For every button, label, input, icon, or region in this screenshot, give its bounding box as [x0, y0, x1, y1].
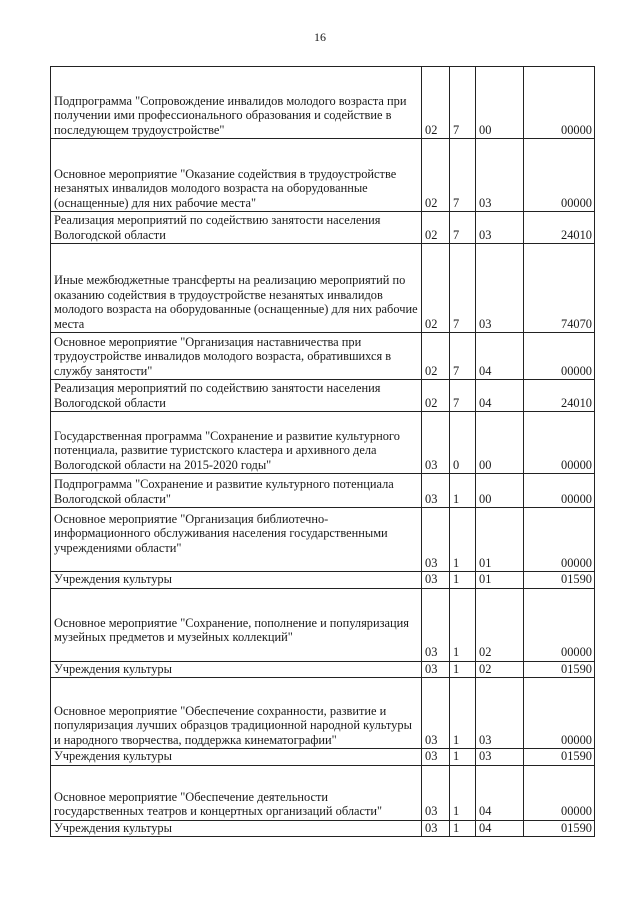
row-name-text: Основное мероприятие "Сохранение, пополнение и популяризация музейных предметов и музейных коллекций": [54, 615, 409, 644]
code-section: 03: [422, 765, 450, 820]
code-subprogram: 1: [450, 678, 476, 749]
code-subprogram: 1: [450, 572, 476, 589]
code-activity: 01: [476, 572, 524, 589]
table-row: [51, 474, 595, 508]
code-activity: 04: [476, 765, 524, 820]
table-row: [51, 508, 595, 572]
table-row: [51, 820, 595, 837]
row-name: Иные межбюджетные трансферты на реализацию мероприятий по оказанию содействия в трудоустройстве незанятых инвалидов молодого возраста на оборудованные (оснащенные) для них рабочие места: [51, 244, 422, 333]
table-row: [51, 212, 595, 244]
row-name: Основное мероприятие "Обеспечение деятельности государственных театров и концертных организаций области": [51, 765, 422, 820]
row-name: Основное мероприятие "Оказание содействия в трудоустройстве незанятых инвалидов молодого возраста на оборудованные (оснащенные) для них рабочие места": [51, 139, 422, 212]
code-direction: 00000: [524, 333, 595, 380]
code-direction: 01590: [524, 820, 595, 837]
code-direction: 24010: [524, 212, 595, 244]
row-name: Государственная программа "Сохранение и развитие культурного потенциала, развитие туристского кластера и архивного дела Вологодской области на 2015-2020 годы": [51, 412, 422, 474]
row-name: Подпрограмма "Сопровождение инвалидов молодого возраста при получении ими профессионального образования и содействие в последующем трудоустройстве": [51, 67, 422, 139]
code-direction: 74070: [524, 244, 595, 333]
code-direction: 00000: [524, 588, 595, 661]
page-number: 16: [314, 30, 326, 44]
table-row: [51, 661, 595, 678]
code-section: 03: [422, 474, 450, 508]
code-subprogram: 0: [450, 412, 476, 474]
code-subprogram: 7: [450, 67, 476, 139]
code-section: 03: [422, 508, 450, 572]
table-row: [51, 244, 595, 333]
code-direction: 00000: [524, 67, 595, 139]
code-activity: 00: [476, 474, 524, 508]
table-row: [51, 412, 595, 474]
code-subprogram: 1: [450, 749, 476, 766]
code-activity: 03: [476, 139, 524, 212]
table-row: [51, 765, 595, 820]
code-section: 02: [422, 380, 450, 412]
code-direction: 01590: [524, 749, 595, 766]
table-row: [51, 572, 595, 589]
table-row: [51, 67, 595, 139]
code-activity: 02: [476, 588, 524, 661]
budget-classification-table: [50, 66, 595, 837]
code-activity: 04: [476, 820, 524, 837]
code-section: 03: [422, 661, 450, 678]
row-name: Учреждения культуры: [51, 572, 422, 589]
code-subprogram: 7: [450, 244, 476, 333]
code-subprogram: 1: [450, 474, 476, 508]
code-activity: 04: [476, 333, 524, 380]
code-activity: 00: [476, 412, 524, 474]
code-section: 03: [422, 572, 450, 589]
code-direction: 00000: [524, 765, 595, 820]
code-direction: 00000: [524, 508, 595, 572]
code-subprogram: 1: [450, 508, 476, 572]
code-direction: 24010: [524, 380, 595, 412]
table-row: [51, 139, 595, 212]
code-direction: 00000: [524, 139, 595, 212]
code-subprogram: 1: [450, 765, 476, 820]
code-activity: 04: [476, 380, 524, 412]
code-subprogram: 1: [450, 588, 476, 661]
table-row: [51, 749, 595, 766]
code-subprogram: 7: [450, 333, 476, 380]
code-section: 02: [422, 244, 450, 333]
code-activity: 00: [476, 67, 524, 139]
code-activity: 03: [476, 212, 524, 244]
code-subprogram: 7: [450, 139, 476, 212]
row-name: Учреждения культуры: [51, 820, 422, 837]
code-subprogram: 1: [450, 661, 476, 678]
table-row: [51, 678, 595, 749]
code-activity: 03: [476, 244, 524, 333]
row-name: Основное мероприятие "Обеспечение сохранности, развитие и популяризация лучших образцов традиционной народной культуры и народного творчества, поддержка кинематографии": [51, 678, 422, 749]
code-activity: 02: [476, 661, 524, 678]
row-name: [51, 508, 422, 572]
code-subprogram: 7: [450, 212, 476, 244]
code-activity: 01: [476, 508, 524, 572]
row-name: Реализация мероприятий по содействию занятости населения Вологодской области: [51, 380, 422, 412]
table-row: [51, 380, 595, 412]
code-section: 03: [422, 749, 450, 766]
code-section: 02: [422, 333, 450, 380]
code-section: 02: [422, 212, 450, 244]
code-section: 03: [422, 678, 450, 749]
code-subprogram: 7: [450, 380, 476, 412]
code-section: 03: [422, 820, 450, 837]
code-activity: 03: [476, 678, 524, 749]
code-direction: 00000: [524, 678, 595, 749]
code-direction: 01590: [524, 572, 595, 589]
row-name: Учреждения культуры: [51, 661, 422, 678]
row-name: Подпрограмма "Сохранение и развитие культурного потенциала Вологодской области": [51, 474, 422, 508]
code-activity: 03: [476, 749, 524, 766]
code-direction: 00000: [524, 412, 595, 474]
row-name: Учреждения культуры: [51, 749, 422, 766]
code-section: 02: [422, 139, 450, 212]
code-section: 03: [422, 588, 450, 661]
code-section: 03: [422, 412, 450, 474]
code-direction: 00000: [524, 474, 595, 508]
code-subprogram: 1: [450, 820, 476, 837]
code-section: 02: [422, 67, 450, 139]
table-row: [51, 333, 595, 380]
code-direction: 01590: [524, 661, 595, 678]
row-name: [51, 588, 422, 661]
row-name: Основное мероприятие "Организация наставничества при трудоустройстве инвалидов молодого возраста, обратившихся в службу занятости": [51, 333, 422, 380]
row-name: Реализация мероприятий по содействию занятости населения Вологодской области: [51, 212, 422, 244]
table-row: [51, 588, 595, 661]
row-name-text: Основное мероприятие "Организация библиотечно-информационного обслуживания населения государственными учреждениями области": [54, 511, 388, 555]
